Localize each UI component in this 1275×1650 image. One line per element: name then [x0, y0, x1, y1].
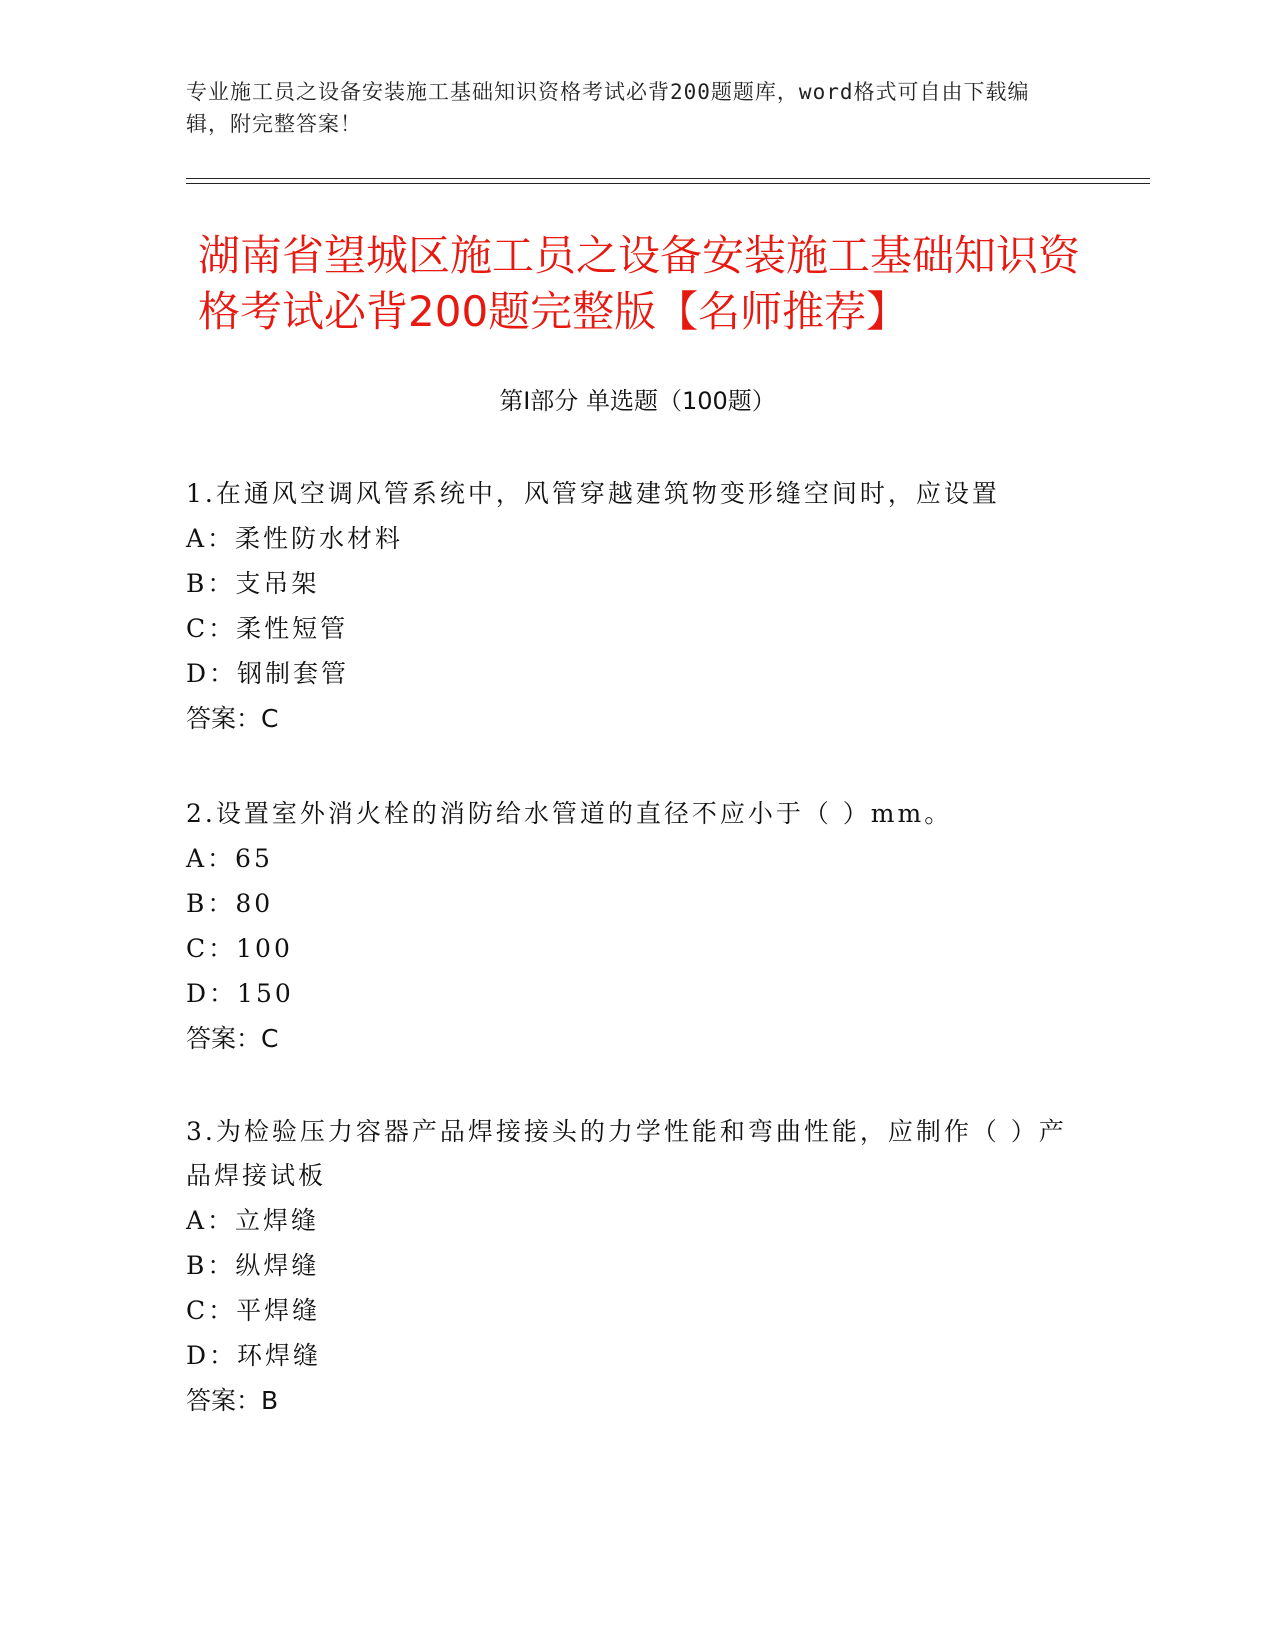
option-b: B：纵焊缝 [186, 1251, 320, 1280]
header-note: 专业施工员之设备安装施工基础知识资格考试必背200题题库，word格式可自由下载编辑，附完整答案！ [186, 80, 1030, 136]
answer-line: 答案：C [186, 704, 279, 733]
header-divider-top [186, 178, 1150, 179]
option-b: B：80 [186, 889, 274, 918]
option-c: C：柔性短管 [186, 614, 349, 643]
header-divider-bottom [186, 183, 1150, 184]
answer-line: 答案：C [186, 1024, 279, 1053]
question-stem: 2.设置室外消火栓的消防给水管道的直径不应小于（ ）mm。 [186, 799, 953, 828]
answer-line: 答案：B [186, 1386, 279, 1415]
document-title: 湖南省望城区施工员之设备安装施工基础知识资格考试必背200题完整版【名师推荐】 [198, 231, 1081, 336]
option-a: A：柔性防水材料 [186, 524, 404, 553]
question-stem: 1.在通风空调风管系统中，风管穿越建筑物变形缝空间时，应设置 [186, 479, 1000, 508]
question-stem: 3.为检验压力容器产品焊接接头的力学性能和弯曲性能，应制作（ ）产品焊接试板 [186, 1117, 1067, 1190]
option-b: B：支吊架 [186, 569, 320, 598]
option-c: C：100 [186, 934, 293, 963]
option-d: D：150 [186, 979, 294, 1008]
question-1 [186, 472, 1086, 742]
option-d: D：钢制套管 [186, 659, 350, 688]
option-d: D：环焊缝 [186, 1341, 322, 1370]
question-2 [186, 792, 1086, 1062]
section-heading: 第I部分 单选题（100题） [499, 387, 776, 415]
option-a: A：65 [186, 844, 273, 873]
option-a: A：立焊缝 [186, 1206, 320, 1235]
question-3 [186, 1110, 1086, 1424]
option-c: C：平焊缝 [186, 1296, 321, 1325]
